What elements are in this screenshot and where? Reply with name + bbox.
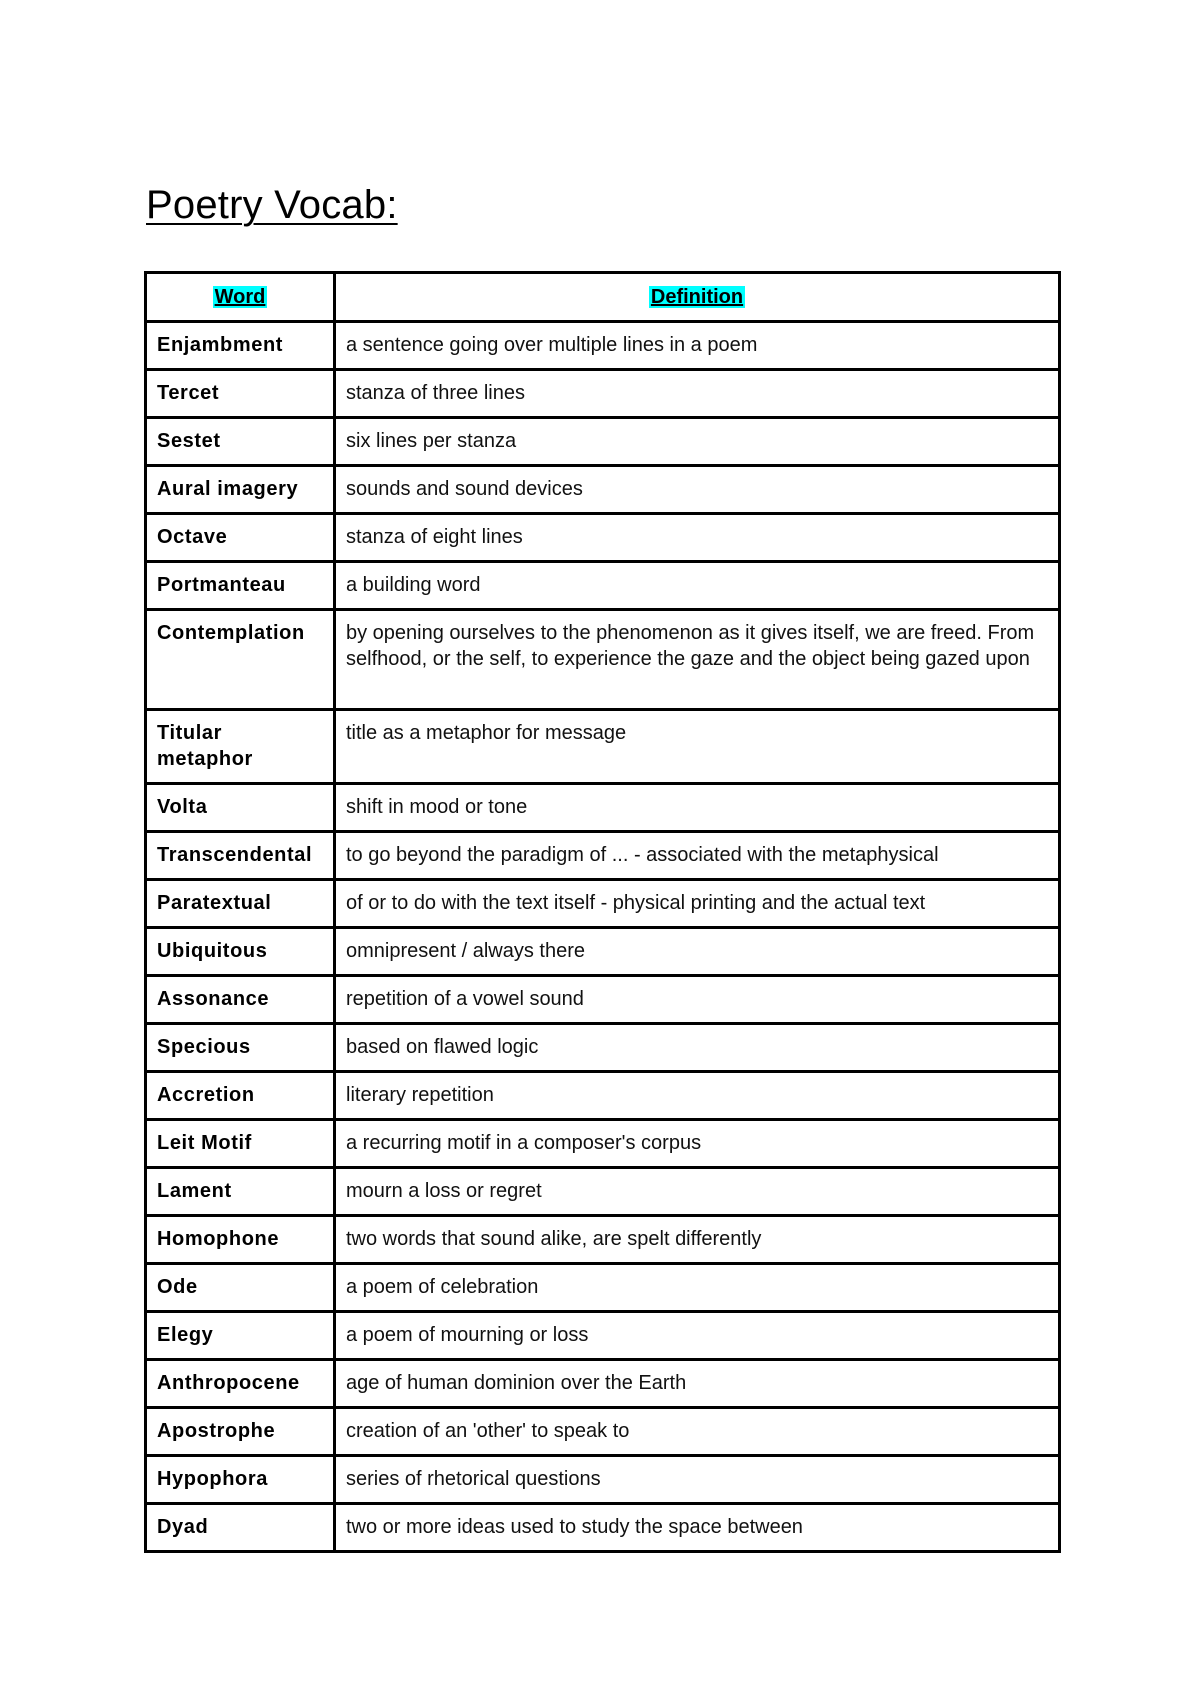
definition-cell: literary repetition <box>335 1072 1060 1120</box>
definition-cell: creation of an 'other' to speak to <box>335 1408 1060 1456</box>
table-row <box>146 1216 1060 1264</box>
table-row <box>146 832 1060 880</box>
table-row <box>146 1504 1060 1552</box>
table-row <box>146 514 1060 562</box>
word-cell: Octave <box>146 514 335 562</box>
table-row <box>146 1312 1060 1360</box>
definition-cell: shift in mood or tone <box>335 784 1060 832</box>
definition-cell: two or more ideas used to study the space between <box>335 1504 1060 1552</box>
definition-cell: two words that sound alike, are spelt differently <box>335 1216 1060 1264</box>
definition-cell: to go beyond the paradigm of ... - associated with the metaphysical <box>335 832 1060 880</box>
table-row <box>146 880 1060 928</box>
table-row <box>146 418 1060 466</box>
word-cell: Volta <box>146 784 335 832</box>
table-row <box>146 710 1060 784</box>
word-cell: Dyad <box>146 1504 335 1552</box>
table-row <box>146 1360 1060 1408</box>
definition-cell: by opening ourselves to the phenomenon as it gives itself, we are freed. From selfhood, or the self, to experience the gaze and the object being gazed upon <box>335 610 1060 710</box>
word-cell: Apostrophe <box>146 1408 335 1456</box>
table-row <box>146 1168 1060 1216</box>
table-row <box>146 784 1060 832</box>
word-cell: Aural imagery <box>146 466 335 514</box>
table-row <box>146 1072 1060 1120</box>
definition-cell: omnipresent / always there <box>335 928 1060 976</box>
definition-cell: repetition of a vowel sound <box>335 976 1060 1024</box>
word-cell: Leit Motif <box>146 1120 335 1168</box>
definition-cell: six lines per stanza <box>335 418 1060 466</box>
word-cell: Tercet <box>146 370 335 418</box>
definition-cell: title as a metaphor for message <box>335 710 1060 784</box>
page-title: Poetry Vocab: <box>146 183 398 227</box>
header-word-cell <box>146 273 335 322</box>
table-row <box>146 1264 1060 1312</box>
word-cell: Ubiquitous <box>146 928 335 976</box>
table-row <box>146 1456 1060 1504</box>
definition-cell: based on flawed logic <box>335 1024 1060 1072</box>
table-row <box>146 370 1060 418</box>
header-definition-label: Definition <box>650 286 744 308</box>
definition-cell: mourn a loss or regret <box>335 1168 1060 1216</box>
word-cell: Hypophora <box>146 1456 335 1504</box>
word-cell: Contemplation <box>146 610 335 710</box>
vocab-table <box>144 271 1061 1553</box>
table-row <box>146 1408 1060 1456</box>
word-cell: Paratextual <box>146 880 335 928</box>
table-header-row <box>146 273 1060 322</box>
definition-cell: a poem of mourning or loss <box>335 1312 1060 1360</box>
definition-cell: stanza of three lines <box>335 370 1060 418</box>
table-row <box>146 928 1060 976</box>
word-cell: Titular metaphor <box>146 710 335 784</box>
word-cell: Lament <box>146 1168 335 1216</box>
definition-cell: a sentence going over multiple lines in a poem <box>335 322 1060 370</box>
word-cell: Ode <box>146 1264 335 1312</box>
definition-cell: of or to do with the text itself - physical printing and the actual text <box>335 880 1060 928</box>
word-cell: Specious <box>146 1024 335 1072</box>
word-cell: Elegy <box>146 1312 335 1360</box>
word-cell: Assonance <box>146 976 335 1024</box>
definition-cell: a building word <box>335 562 1060 610</box>
header-definition-cell <box>335 273 1060 322</box>
word-cell: Sestet <box>146 418 335 466</box>
table-row <box>146 976 1060 1024</box>
definition-cell: a recurring motif in a composer's corpus <box>335 1120 1060 1168</box>
table-row <box>146 1120 1060 1168</box>
definition-cell: age of human dominion over the Earth <box>335 1360 1060 1408</box>
word-cell: Enjambment <box>146 322 335 370</box>
table-row <box>146 1024 1060 1072</box>
definition-cell: sounds and sound devices <box>335 466 1060 514</box>
definition-cell: a poem of celebration <box>335 1264 1060 1312</box>
table-row <box>146 466 1060 514</box>
word-cell: Anthropocene <box>146 1360 335 1408</box>
header-word-label: Word <box>214 286 266 308</box>
definition-cell: series of rhetorical questions <box>335 1456 1060 1504</box>
table-row <box>146 562 1060 610</box>
word-cell: Homophone <box>146 1216 335 1264</box>
word-cell: Transcendental <box>146 832 335 880</box>
definition-cell: stanza of eight lines <box>335 514 1060 562</box>
word-cell: Portmanteau <box>146 562 335 610</box>
table-body <box>146 322 1060 1552</box>
table-row <box>146 322 1060 370</box>
word-cell: Accretion <box>146 1072 335 1120</box>
table-row <box>146 610 1060 710</box>
